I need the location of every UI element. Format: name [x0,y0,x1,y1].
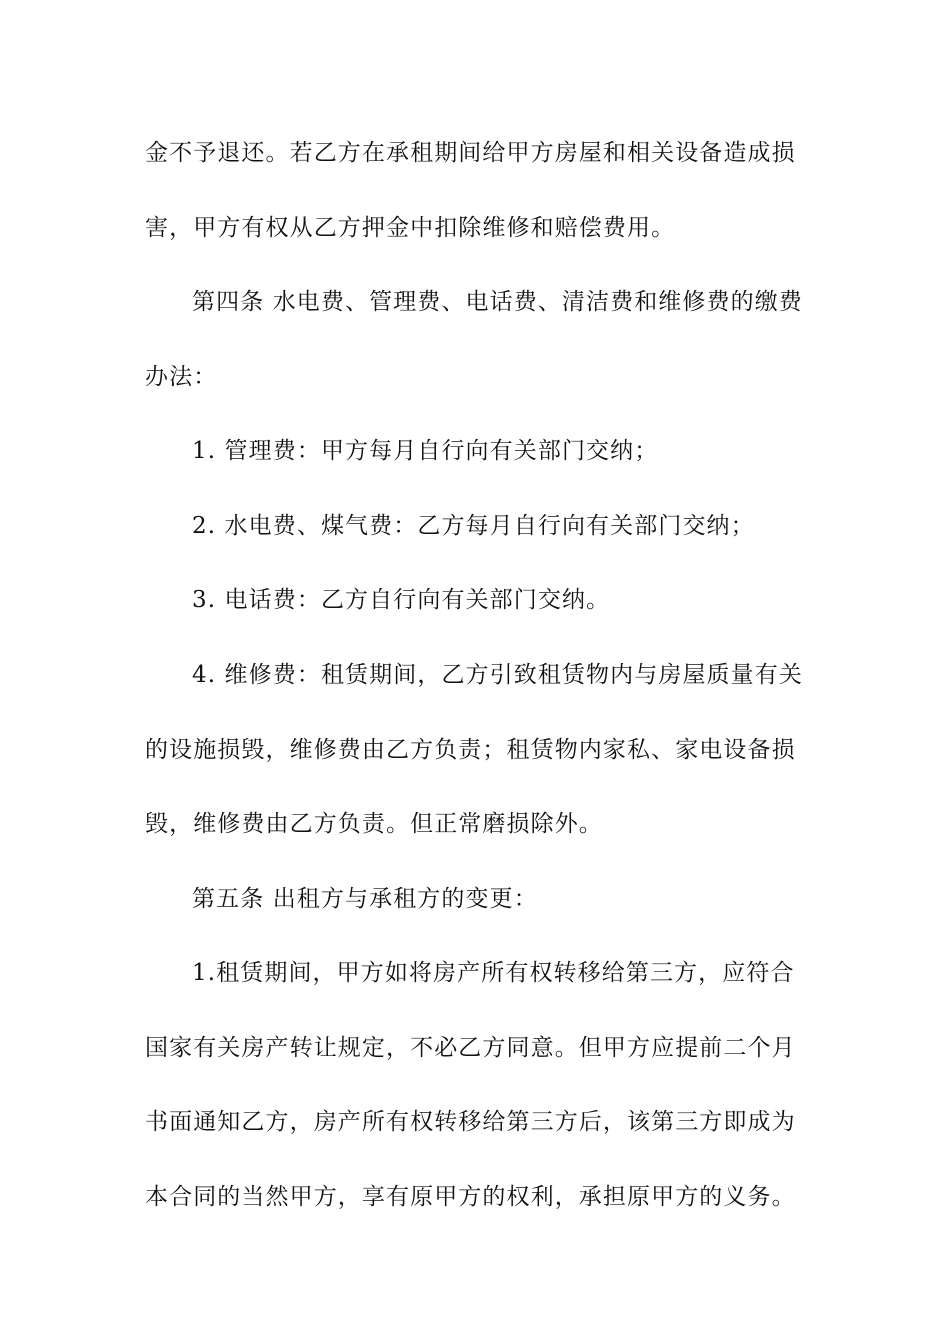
list-item-3: 3. 电话费：乙方自行向有关部门交纳。 [192,587,611,613]
body-text-line: 毁，维修费由乙方负责。但正常磨损除外。 [145,811,603,837]
article-heading-4: 第四条 水电费、管理费、电话费、清洁费和维修费的缴费 [192,289,803,315]
body-text-line: 害，甲方有权从乙方押金中扣除维修和赔偿费用。 [145,215,676,241]
body-text-line: 国家有关房产转让规定，不必乙方同意。但甲方应提前二个月 [145,1035,796,1061]
list-item-2: 2. 水电费、煤气费：乙方每月自行向有关部门交纳； [192,513,755,539]
body-text-line: 本合同的当然甲方，享有原甲方的权利，承担原甲方的义务。 [145,1184,796,1210]
list-item-1: 1. 管理费：甲方每月自行向有关部门交纳； [192,438,659,464]
list-item-4: 4. 维修费：租赁期间，乙方引致租赁物内与房屋质量有关 [192,662,803,688]
list-item-1: 1.租赁期间，甲方如将房产所有权转移给第三方，应符合 [192,960,795,986]
body-text-line: 书面通知乙方，房产所有权转移给第三方后，该第三方即成为 [145,1109,796,1135]
article-heading-5: 第五条 出租方与承租方的变更： [192,886,538,912]
body-text-line: 的设施损毁，维修费由乙方负责；租赁物内家私、家电设备损 [145,737,796,763]
body-text-line: 金不予退还。若乙方在承租期间给甲方房屋和相关设备造成损 [145,140,796,166]
body-text-line: 办法： [145,364,218,390]
